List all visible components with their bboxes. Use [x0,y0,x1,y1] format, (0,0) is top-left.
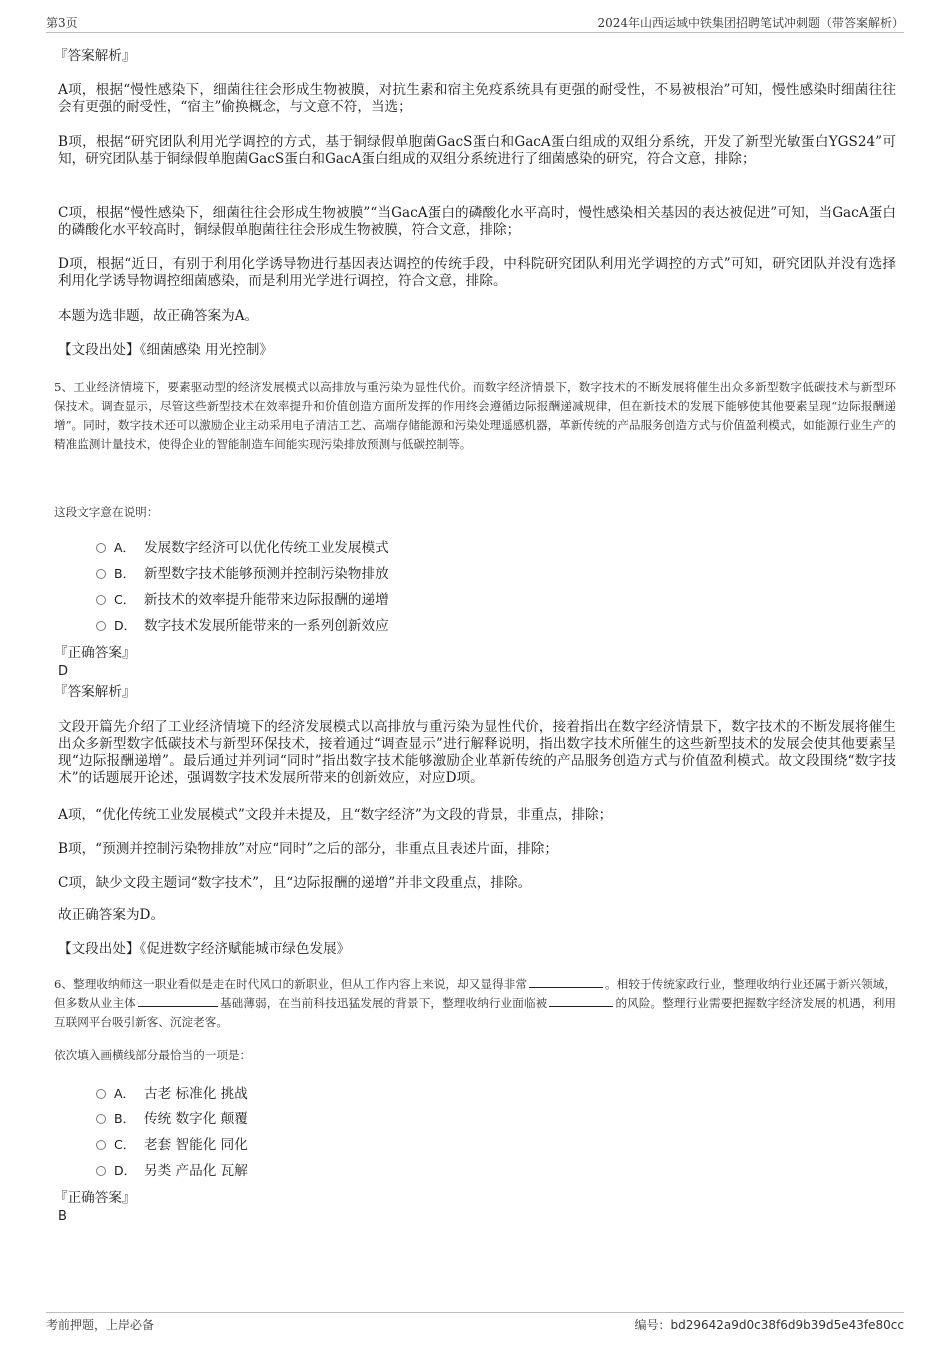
radio-icon[interactable] [96,543,106,553]
q6-stem: 6、整理收纳师这一职业看似是走在时代风口的新职业，但从工作内容上来说，却又显得非常 。相较于传统家政行业，整理收纳行业还属于新兴领域，但多数从业主体 基础薄弱，在当前科技迅猛发展的背景下，整理收纳行业面临被 的风险。整理行业需要把握数字经济发展的机遇，利用互联网平台吸引新客、沉淀老客。 [54,977,896,1029]
q5-option-d[interactable]: D． 数字技术发展所能带来的一系列创新效应 [96,617,389,635]
page-number: 第3页 [46,16,78,30]
q5-analysis-c: C项，缺少文段主题词“数字技术”，且“边际报酬的递增”并非文段重点，排除。 [58,875,532,891]
q5-analysis-b: B项，“预测并控制污染物排放”对应“同时”之后的部分，非重点且表述片面，排除； [58,841,558,857]
q5-option-a[interactable]: A． 发展数字经济可以优化传统工业发展模式 [96,539,389,557]
radio-icon[interactable] [96,621,106,631]
q5-correct-answer: D [58,664,69,679]
q4-analysis-d: D项，根据“近日，有别于利用化学诱导物进行基因表达调控的传统手段，中科院研究团队利用光学调控的方式”可知，研究团队并没有选择利用化学诱导物调控细菌感染，而是利用光学进行调控，符合文意，排除。 [58,256,896,289]
q4-analysis-a: A项，根据“慢性感染下，细菌往往会形成生物被膜，对抗生素和宿主免疫系统具有更强的耐受性，不易被根治”可知，慢性感染时细菌往往会有更强的耐受性，“宿主”偷换概念，与文意不符，当选； [58,82,896,115]
blank-1 [529,975,603,988]
q6-prompt: 依次填入画横线部分最恰当的一项是： [54,1048,252,1062]
radio-icon[interactable] [96,595,106,605]
q5-conclusion: 故正确答案为D。 [58,907,165,923]
q6-option-a[interactable]: A． 古老 标准化 挑战 [96,1085,248,1103]
q5-prompt: 这段文字意在说明： [54,505,159,519]
q6-option-d[interactable]: D． 另类 产品化 瓦解 [96,1162,248,1180]
q5-option-c[interactable]: C． 新技术的效率提升能带来边际报酬的递增 [96,591,389,609]
radio-icon[interactable] [96,1166,106,1176]
footer-slogan: 考前押题，上岸必备 [46,1318,155,1332]
q5-option-b[interactable]: B． 新型数字技术能够预测并控制污染物排放 [96,565,389,583]
q5-analysis-a: A项，“优化传统工业发展模式”文段并未提及，且“数字经济”为文段的背景，非重点，排除； [58,807,613,823]
blank-2 [138,994,218,1007]
radio-icon[interactable] [96,569,106,579]
q6-correct-answer: B [58,1209,67,1224]
q6-option-b[interactable]: B． 传统 数字化 颠覆 [96,1110,248,1128]
q4-source: 【文段出处】《细菌感染 用光控制》 [58,342,274,358]
page-header [46,14,904,33]
radio-icon[interactable] [96,1114,106,1124]
q4-analysis-label: 『答案解析』 [54,48,136,64]
page-footer [46,1312,904,1333]
q4-conclusion: 本题为选非题，故正确答案为A。 [58,308,259,324]
q6-option-c[interactable]: C． 老套 智能化 同化 [96,1136,248,1154]
q6-correct-label: 『正确答案』 [54,1190,136,1206]
blank-3 [549,994,613,1007]
q5-source: 【文段出处】《促进数字经济赋能城市绿色发展》 [58,941,351,957]
q5-analysis-label: 『答案解析』 [54,684,136,700]
q5-stem: 5、工业经济情境下，要素驱动型的经济发展模式以高排放与重污染为显性代价。而数字经济情景下，数字技术的不断发展将催生出众多新型数字低碳技术与新型环保技术。调查显示，尽管这些新型技术在效率提升和价值创造方面所发挥的作用终会遵循边际报酬递减规律，但在新技术的发展下能够使其他要素呈现“边际报酬递增”。同时，数字技术还可以激励企业主动采用电子清洁工艺、高端存储能源和污染处理遥感机器，革新传统的产品服务创造方式与价值盈利模式，如能源行业生产的精准监测计量技术，使得企业的智能制造车间能实现污染排放预测与低碳控制等。 [54,380,896,451]
q4-analysis-c: C项，根据“慢性感染下，细菌往往会形成生物被膜”“当GacA蛋白的磷酸化水平高时，慢性感染相关基因的表达被促进”可知，当GacA蛋白的磷酸化水平较高时，铜绿假单胞菌往往会形成生物被膜，符合文意，排除； [58,205,896,238]
document-title: 2024年山西运域中铁集团招聘笔试冲刺题（带答案解析） [597,16,904,30]
radio-icon[interactable] [96,1140,106,1150]
q5-correct-label: 『正确答案』 [54,645,136,661]
q5-analysis-main: 文段开篇先介绍了工业经济情境下的经济发展模式以高排放与重污染为显性代价，接着指出在数字经济情景下，数字技术的不断发展将催生出众多新型数字低碳技术与新型环保技术，接着通过“调查显示”进行解释说明，指出数字技术所催生的这些新型技术的发展会使其他要素呈现“边际报酬递增”。最后通过并列词“同时”指出数字技术能够激励企业革新传统的产品服务创造方式与价值盈利模式。故文段围绕“数字技术”的话题展开论述，强调数字技术发展所带来的创新效应，对应D项。 [58,719,896,786]
q4-analysis-b: B项，根据“研究团队利用光学调控的方式，基于铜绿假单胞菌GacS蛋白和GacA蛋白组成的双组分系统，开发了新型光敏蛋白YGS24”可知，研究团队基于铜绿假单胞菌GacS蛋白和GacA蛋白组成的双组分系统进行了细菌感染的研究，符合文意，排除； [58,134,896,167]
document-code: 编号：bd29642a9d0c38f6d9b39d5e43fe80cc [634,1318,904,1332]
radio-icon[interactable] [96,1089,106,1099]
